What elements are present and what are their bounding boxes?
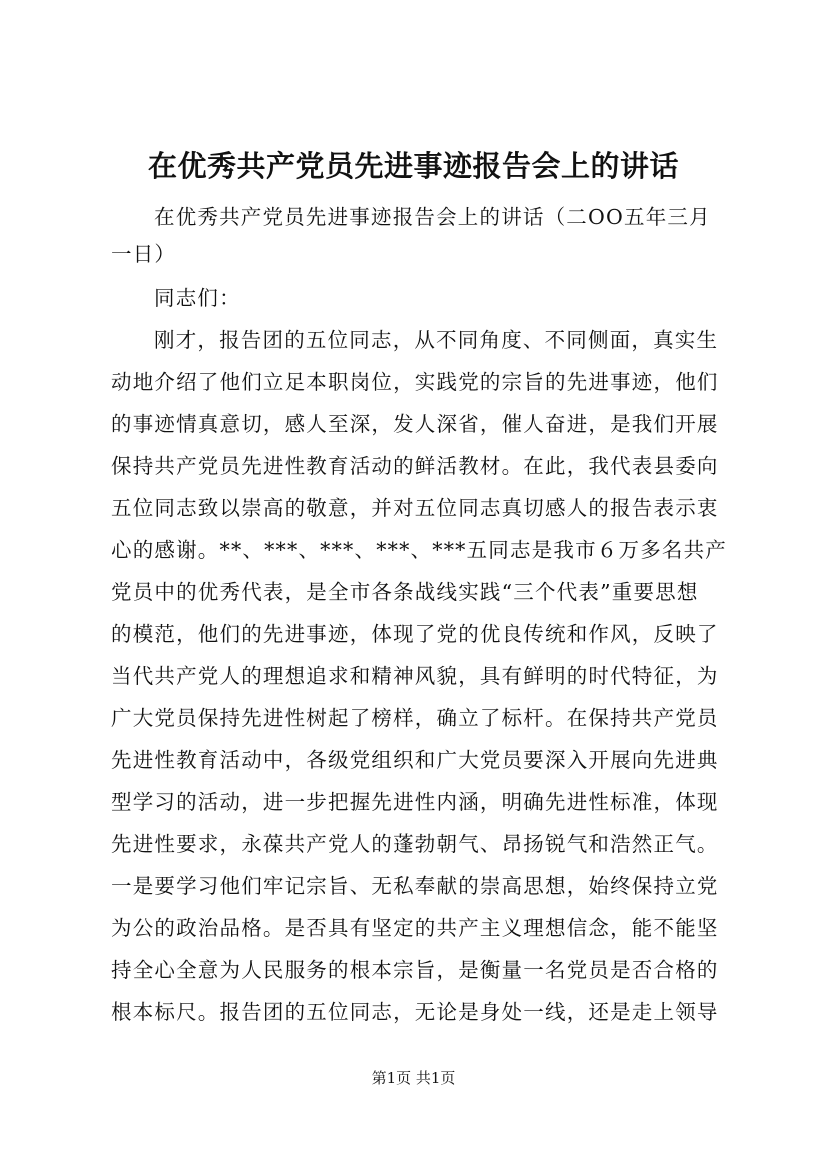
body-line: 刚才，报告团的五位同志，从不同角度、不同侧面，真实生 — [154, 328, 719, 352]
body-line: 先进性要求，永葆共产党人的蓬勃朝气、昂扬锐气和浩然正气。 — [111, 832, 719, 856]
body-line: 的模范，他们的先进事迹，体现了党的优良传统和作风，反映了 — [111, 622, 719, 646]
body-line: 在优秀共产党员先进事迹报告会上的讲话（二OO五年三月 — [154, 205, 711, 229]
body-line: 根本标尺。报告团的五位同志，无论是身处一线，还是走上领导 — [111, 1000, 719, 1024]
body-line: 党员中的优秀代表，是全市各条战线实践“三个代表”重要思想 — [111, 580, 699, 604]
body-line: 同志们： — [154, 286, 241, 310]
page-number-footer: 第1页 共1页 — [371, 1069, 456, 1087]
body-line: 一是要学习他们牢记宗旨、无私奉献的崇高思想，始终保持立党 — [111, 874, 719, 898]
body-line: 一日） — [111, 242, 177, 266]
body-line: 的事迹情真意切，感人至深，发人深省，催人奋进，是我们开展 — [111, 412, 719, 436]
body-line: 先进性教育活动中，各级党组织和广大党员要深入开展向先进典 — [111, 748, 719, 772]
body-line: 型学习的活动，进一步把握先进性内涵，明确先进性标准，体现 — [111, 790, 719, 814]
body-line: 心的感谢。**、***、***、***、***五同志是我市６万多名共产 — [111, 538, 727, 562]
body-line: 为公的政治品格。是否具有坚定的共产主义理想信念，能不能坚 — [111, 916, 719, 940]
body-line: 持全心全意为人民服务的根本宗旨，是衡量一名党员是否合格的 — [111, 958, 719, 982]
document-title: 在优秀共产党员先进事迹报告会上的讲话 — [147, 149, 679, 183]
body-line: 当代共产党人的理想追求和精神风貌，具有鲜明的时代特征，为 — [111, 664, 719, 688]
body-line: 广大党员保持先进性树起了榜样，确立了标杆。在保持共产党员 — [111, 706, 719, 730]
body-line: 动地介绍了他们立足本职岗位，实践党的宗旨的先进事迹，他们 — [111, 370, 719, 394]
body-line: 保持共产党员先进性教育活动的鲜活教材。在此，我代表县委向 — [111, 454, 719, 478]
body-line: 五位同志致以崇高的敬意，并对五位同志真切感人的报告表示衷 — [111, 496, 719, 520]
